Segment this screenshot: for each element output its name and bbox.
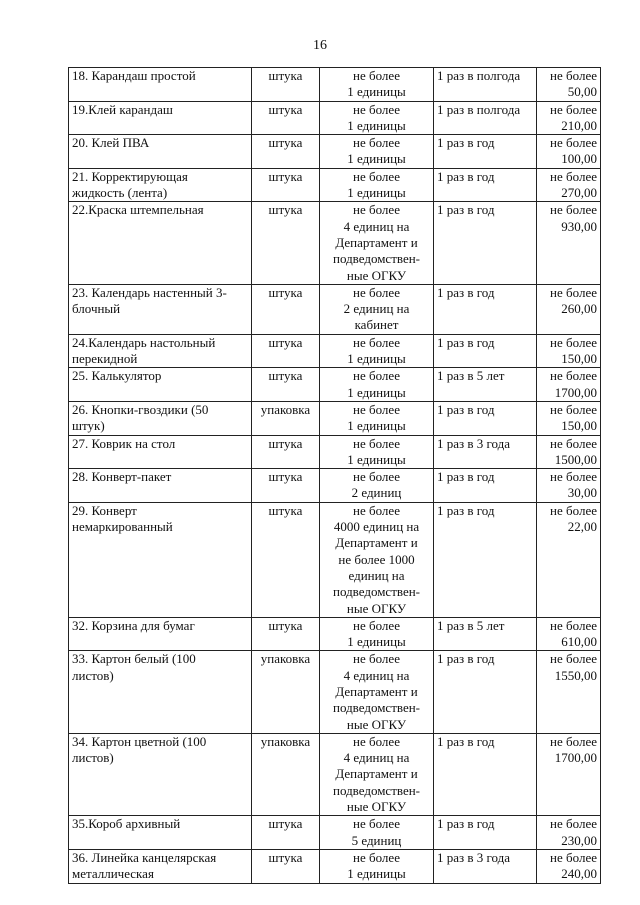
unit-cell: штука <box>252 68 320 102</box>
item-name-cell: 32. Корзина для бумаг <box>69 617 252 651</box>
frequency-cell: 1 раз в полгода <box>434 68 537 102</box>
frequency-cell: 1 раз в год <box>434 502 537 617</box>
price-cell: не более 1700,00 <box>537 733 601 815</box>
table-row <box>69 68 601 102</box>
table-row <box>69 733 601 815</box>
unit-cell: упаковка <box>252 401 320 435</box>
item-name-cell: 22.Краска штемпельная <box>69 202 252 284</box>
price-cell: не более 260,00 <box>537 284 601 334</box>
supplies-table <box>68 67 601 884</box>
item-name-cell: 27. Коврик на стол <box>69 435 252 469</box>
price-cell: не более 610,00 <box>537 617 601 651</box>
unit-cell: штука <box>252 168 320 202</box>
frequency-cell: 1 раз в полгода <box>434 101 537 135</box>
unit-cell: упаковка <box>252 733 320 815</box>
unit-cell: штука <box>252 368 320 402</box>
frequency-cell: 1 раз в год <box>434 334 537 368</box>
table-row <box>69 202 601 284</box>
item-name-cell: 18. Карандаш простой <box>69 68 252 102</box>
unit-cell: штука <box>252 617 320 651</box>
item-name-cell: 33. Картон белый (100 листов) <box>69 651 252 733</box>
item-name-cell: 34. Картон цветной (100 листов) <box>69 733 252 815</box>
unit-cell: штука <box>252 502 320 617</box>
price-cell: не более 100,00 <box>537 135 601 169</box>
quantity-cell: не более 1 единицы <box>320 68 434 102</box>
table-row <box>69 651 601 733</box>
table-row <box>69 284 601 334</box>
table-row <box>69 334 601 368</box>
frequency-cell: 1 раз в год <box>434 135 537 169</box>
item-name-cell: 26. Кнопки-гвоздики (50 штук) <box>69 401 252 435</box>
unit-cell: штука <box>252 435 320 469</box>
frequency-cell: 1 раз в год <box>434 469 537 503</box>
quantity-cell: не более 2 единиц <box>320 469 434 503</box>
item-name-cell: 24.Календарь настольный перекидной <box>69 334 252 368</box>
unit-cell: штука <box>252 469 320 503</box>
quantity-cell: не более 2 единиц на кабинет <box>320 284 434 334</box>
page-number: 16 <box>313 38 327 53</box>
item-name-cell: 19.Клей карандаш <box>69 101 252 135</box>
quantity-cell: не более 1 единицы <box>320 617 434 651</box>
frequency-cell: 1 раз в год <box>434 733 537 815</box>
quantity-cell: не более 4000 единиц на Департамент и не более 1000 единиц на подведомствен- ные ОГКУ <box>320 502 434 617</box>
table-row <box>69 849 601 883</box>
frequency-cell: 1 раз в год <box>434 651 537 733</box>
quantity-cell: не более 4 единиц на Департамент и подведомствен- ные ОГКУ <box>320 202 434 284</box>
table-row <box>69 816 601 850</box>
unit-cell: штука <box>252 101 320 135</box>
item-name-cell: 23. Календарь настенный 3- блочный <box>69 284 252 334</box>
price-cell: не более 22,00 <box>537 502 601 617</box>
unit-cell: штука <box>252 284 320 334</box>
supplies-table-body <box>69 68 601 884</box>
table-row <box>69 368 601 402</box>
price-cell: не более 1700,00 <box>537 368 601 402</box>
quantity-cell: не более 1 единицы <box>320 368 434 402</box>
quantity-cell: не более 5 единиц <box>320 816 434 850</box>
price-cell: не более 930,00 <box>537 202 601 284</box>
price-cell: не более 150,00 <box>537 334 601 368</box>
table-row <box>69 435 601 469</box>
quantity-cell: не более 1 единицы <box>320 435 434 469</box>
price-cell: не более 230,00 <box>537 816 601 850</box>
quantity-cell: не более 4 единиц на Департамент и подведомствен- ные ОГКУ <box>320 733 434 815</box>
price-cell: не более 1500,00 <box>537 435 601 469</box>
frequency-cell: 1 раз в 3 года <box>434 849 537 883</box>
quantity-cell: не более 1 единицы <box>320 401 434 435</box>
unit-cell: штука <box>252 135 320 169</box>
item-name-cell: 35.Короб архивный <box>69 816 252 850</box>
price-cell: не более 210,00 <box>537 101 601 135</box>
item-name-cell: 21. Корректирующая жидкость (лента) <box>69 168 252 202</box>
quantity-cell: не более 1 единицы <box>320 135 434 169</box>
table-row <box>69 401 601 435</box>
item-name-cell: 20. Клей ПВА <box>69 135 252 169</box>
unit-cell: штука <box>252 849 320 883</box>
price-cell: не более 1550,00 <box>537 651 601 733</box>
unit-cell: штука <box>252 816 320 850</box>
price-cell: не более 150,00 <box>537 401 601 435</box>
quantity-cell: не более 1 единицы <box>320 334 434 368</box>
frequency-cell: 1 раз в 5 лет <box>434 368 537 402</box>
item-name-cell: 25. Калькулятор <box>69 368 252 402</box>
quantity-cell: не более 4 единиц на Департамент и подведомствен- ные ОГКУ <box>320 651 434 733</box>
frequency-cell: 1 раз в год <box>434 168 537 202</box>
frequency-cell: 1 раз в год <box>434 816 537 850</box>
frequency-cell: 1 раз в год <box>434 401 537 435</box>
quantity-cell: не более 1 единицы <box>320 101 434 135</box>
table-row <box>69 502 601 617</box>
frequency-cell: 1 раз в год <box>434 284 537 334</box>
price-cell: не более 30,00 <box>537 469 601 503</box>
price-cell: не более 240,00 <box>537 849 601 883</box>
frequency-cell: 1 раз в 3 года <box>434 435 537 469</box>
table-row <box>69 101 601 135</box>
unit-cell: штука <box>252 334 320 368</box>
quantity-cell: не более 1 единицы <box>320 849 434 883</box>
table-row <box>69 469 601 503</box>
quantity-cell: не более 1 единицы <box>320 168 434 202</box>
price-cell: не более 270,00 <box>537 168 601 202</box>
table-row <box>69 617 601 651</box>
table-row <box>69 135 601 169</box>
frequency-cell: 1 раз в год <box>434 202 537 284</box>
price-cell: не более 50,00 <box>537 68 601 102</box>
unit-cell: упаковка <box>252 651 320 733</box>
table-row <box>69 168 601 202</box>
item-name-cell: 28. Конверт-пакет <box>69 469 252 503</box>
unit-cell: штука <box>252 202 320 284</box>
item-name-cell: 36. Линейка канцелярская металлическая <box>69 849 252 883</box>
frequency-cell: 1 раз в 5 лет <box>434 617 537 651</box>
item-name-cell: 29. Конверт немаркированный <box>69 502 252 617</box>
